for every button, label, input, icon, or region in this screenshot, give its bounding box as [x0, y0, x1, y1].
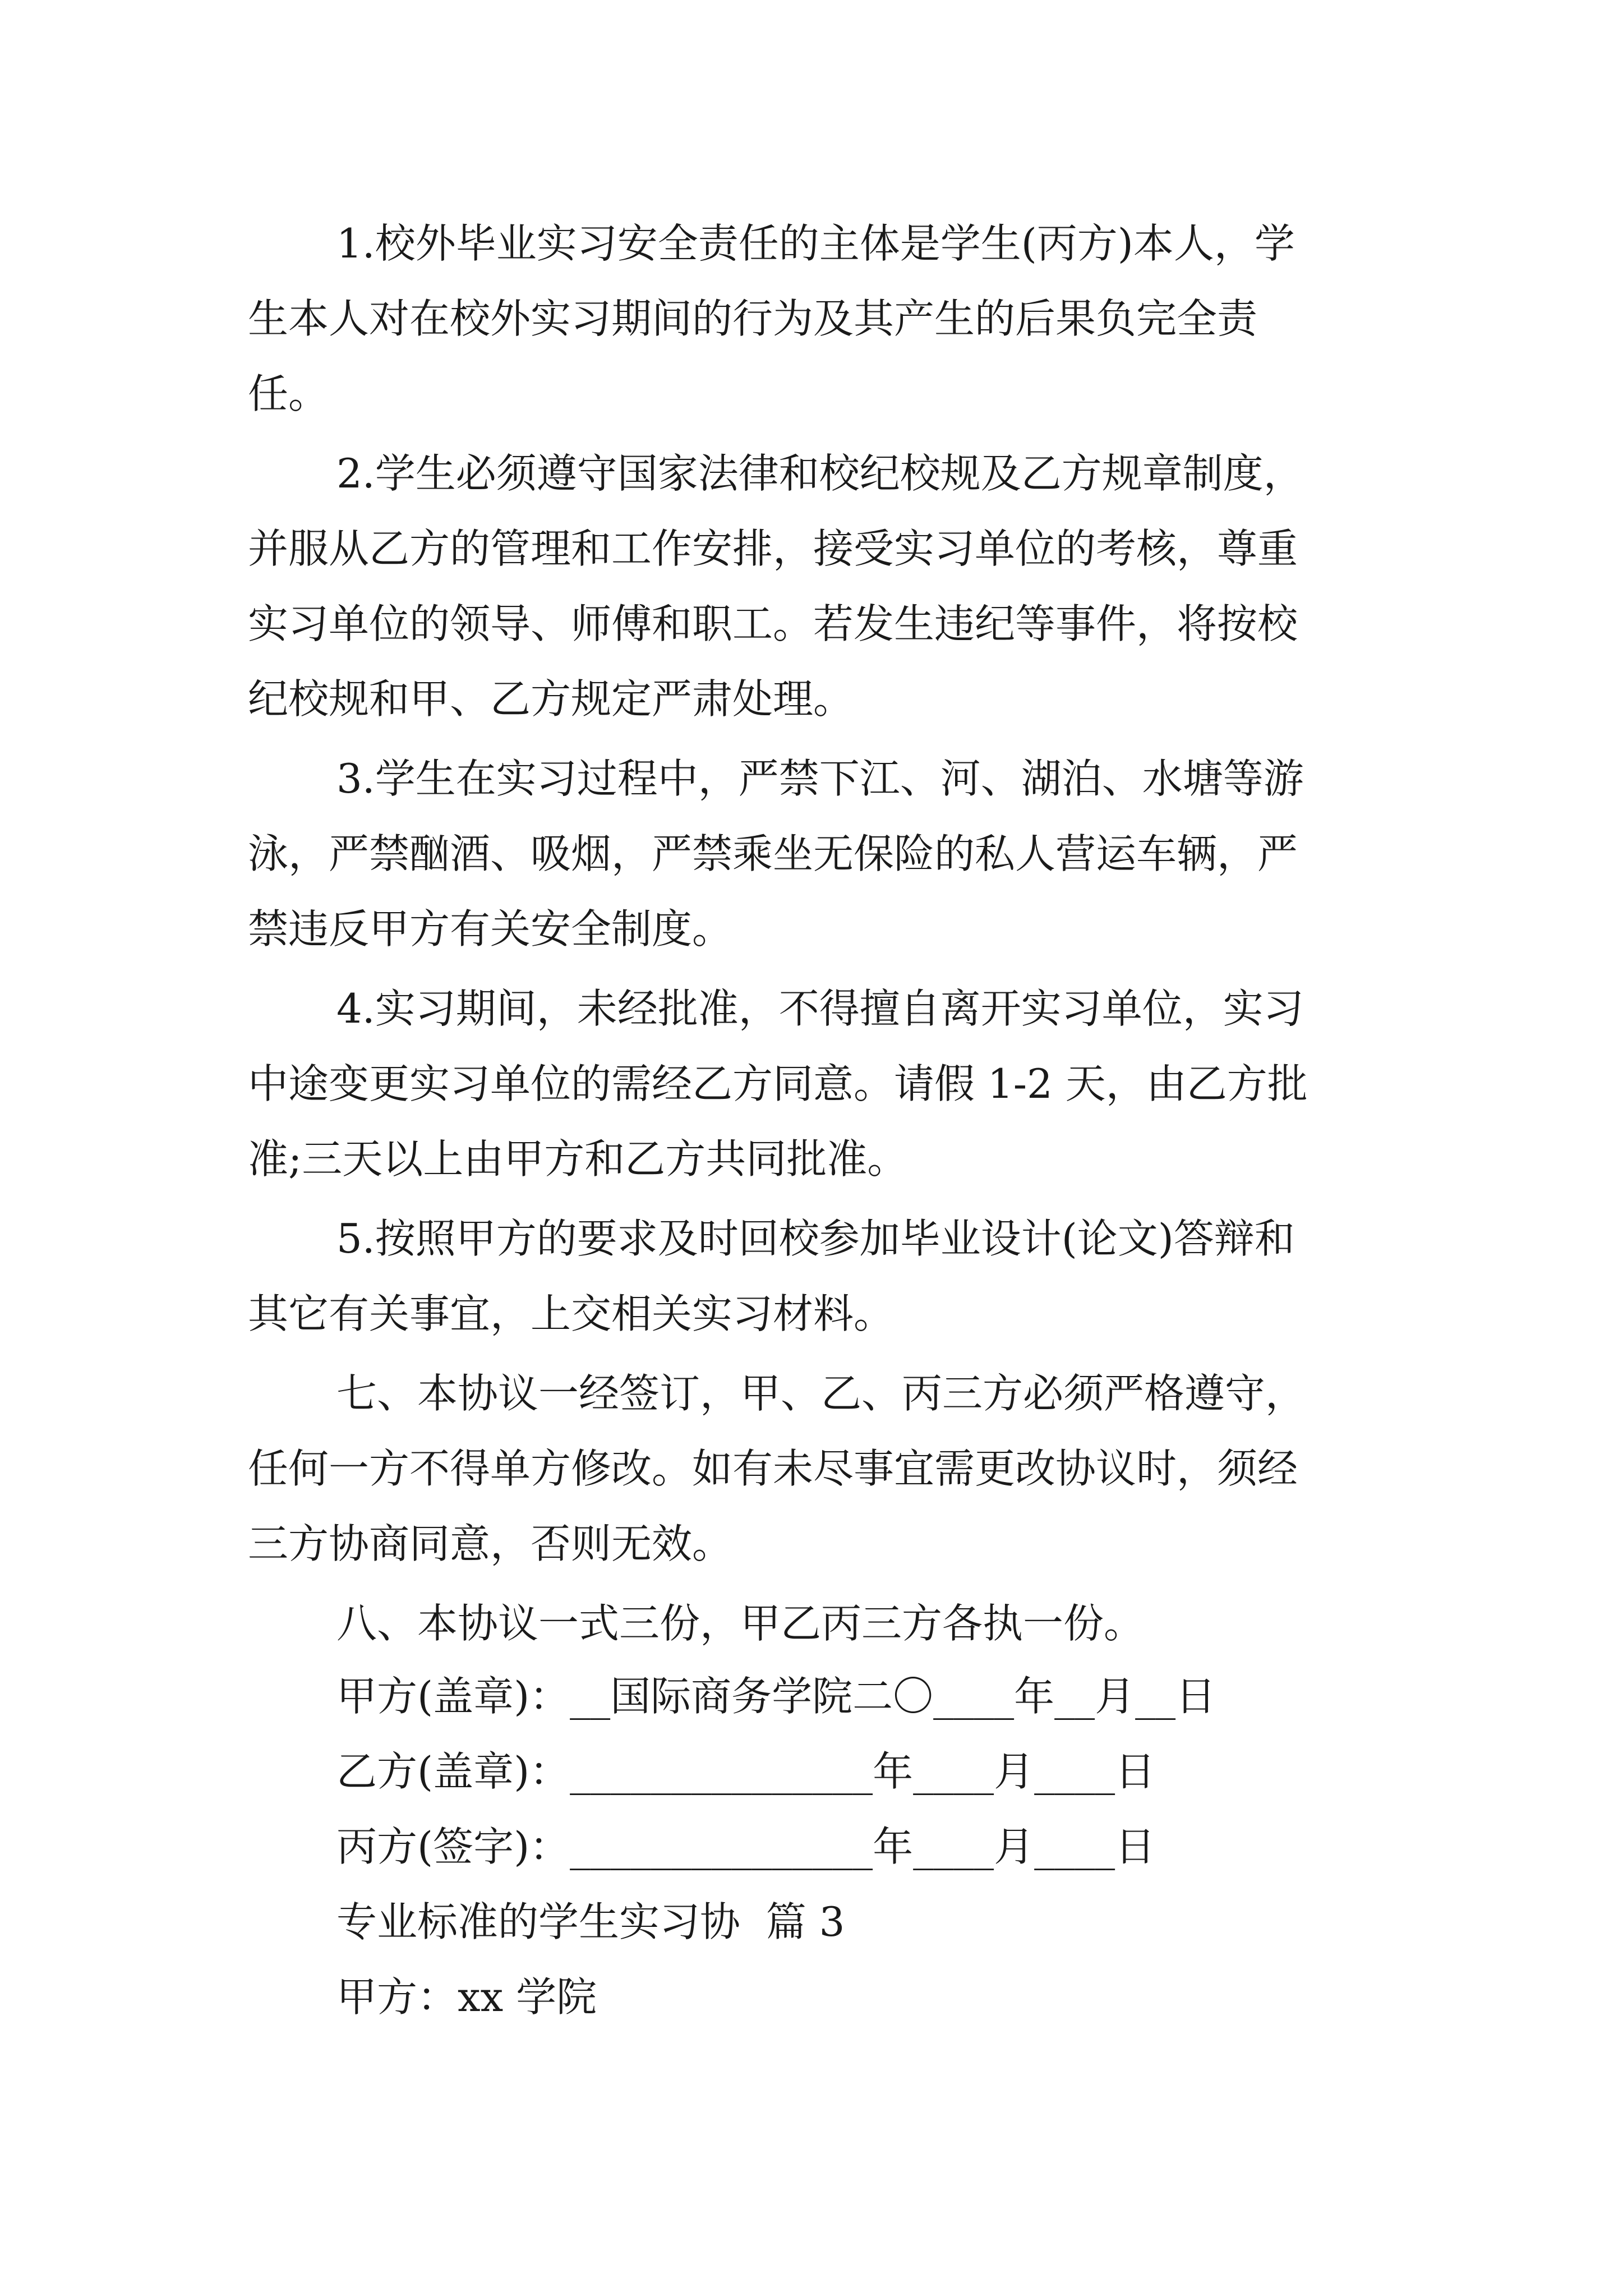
paragraph-5-line-2: 其它有关事宜，上交相关实习材料。 [248, 1290, 895, 1337]
paragraph-7-line-2: 任何一方不得单方修改。如有未尽事宜需更改协议时，须经 [248, 1445, 1298, 1492]
section-heading: 专业标准的学生实习协 篇 3 [336, 1898, 845, 1945]
paragraph-4-line-2: 中途变更实习单位的需经乙方同意。请假 1-2 天，由乙方批 [248, 1060, 1308, 1107]
party-a-line: 甲方：xx 学院 [336, 1973, 597, 2021]
paragraph-4-line-3: 准;三天以上由甲方和乙方共同批准。 [248, 1135, 908, 1182]
signature-party-b: 乙方(盖章)：_______________年____月____日 [336, 1748, 1156, 1795]
paragraph-1-line-2: 生本人对在校外实习期间的行为及其产生的后果负完全责 [248, 295, 1258, 342]
paragraph-1-line-3: 任。 [248, 370, 329, 417]
paragraph-2-line-1: 2.学生必须遵守国家法律和校纪校规及乙方规章制度， [336, 450, 1304, 497]
signature-party-a: 甲方(盖章)：__国际商务学院二〇____年__月__日 [336, 1673, 1216, 1720]
paragraph-3-line-3: 禁违反甲方有关安全制度。 [248, 905, 733, 953]
paragraph-3-line-1: 3.学生在实习过程中，严禁下江、河、湖泊、水塘等游 [336, 755, 1304, 802]
paragraph-7-line-1: 七、本协议一经签订，甲、乙、丙三方必须严格遵守， [336, 1370, 1306, 1417]
paragraph-1-line-1: 1.校外毕业实习安全责任的主体是学生(丙方)本人，学 [336, 220, 1295, 267]
signature-party-c: 丙方(签字)：_______________年____月____日 [336, 1823, 1156, 1870]
paragraph-3-line-2: 泳，严禁酗酒、吸烟，严禁乘坐无保险的私人营运车辆，严 [248, 830, 1298, 877]
paragraph-5-line-1: 5.按照甲方的要求及时回校参加毕业设计(论文)答辩和 [336, 1215, 1295, 1262]
paragraph-4-line-1: 4.实习期间，未经批准，不得擅自离开实习单位，实习 [336, 985, 1304, 1032]
paragraph-2-line-4: 纪校规和甲、乙方规定严肃处理。 [248, 675, 854, 723]
paragraph-7-line-3: 三方协商同意，否则无效。 [248, 1520, 733, 1567]
paragraph-8-line-1: 八、本协议一式三份，甲乙丙三方各执一份。 [336, 1600, 1145, 1647]
paragraph-2-line-2: 并服从乙方的管理和工作安排，接受实习单位的考核，尊重 [248, 525, 1298, 572]
paragraph-2-line-3: 实习单位的领导、师傅和职工。若发生违纪等事件，将按校 [248, 600, 1298, 647]
